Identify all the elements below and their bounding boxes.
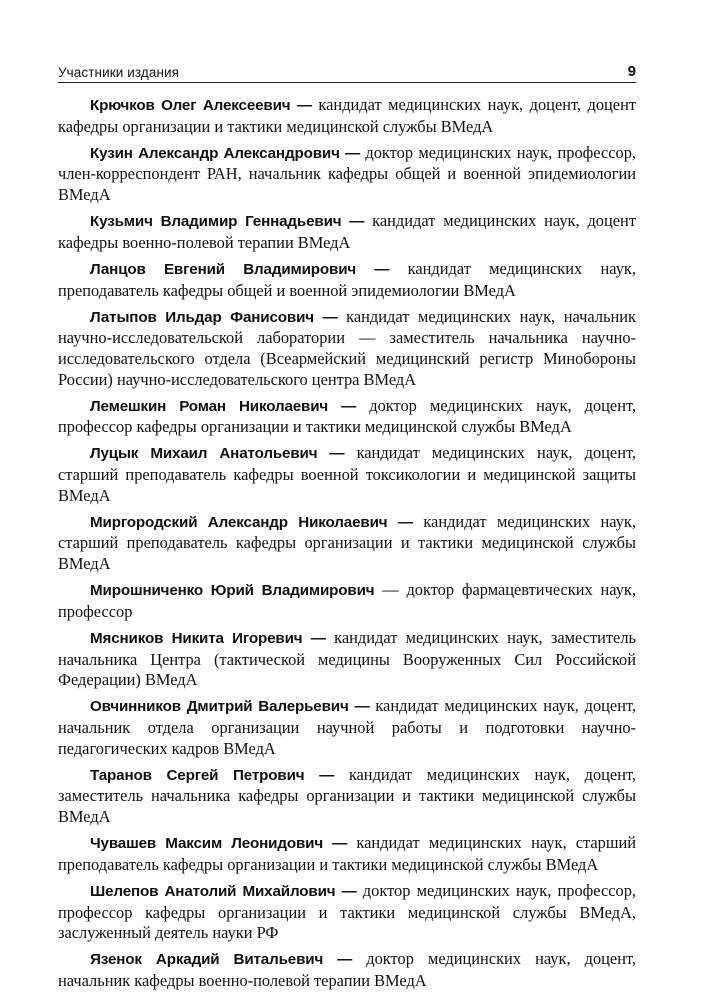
- contributor-description: кандидат медицинских наук, преподаватель кафедры общей и военной эпидемиологии ВМедА: [58, 258, 636, 300]
- contributor-name: Ланцов Евгений Владимирович —: [90, 260, 390, 278]
- contributor-name: Крючков Олег Алексеевич —: [90, 97, 312, 114]
- contributor-name: Кузьмич Владимир Геннадьевич —: [90, 213, 365, 231]
- contributors-list: [58, 95, 636, 991]
- contributor-description: доктор медицинских наук, доцент, начальник кафедры военно-полевой терапии ВМедА: [58, 949, 637, 990]
- contributor-description: кандидат медицинских наук, заместитель начальника Центра (тактической медицины Вооруженных Сил Российской Федерации) ВМедА: [58, 628, 636, 690]
- contributor-entry: [58, 143, 636, 206]
- contributor-entry: [58, 628, 636, 691]
- contributor-entry: [58, 95, 636, 137]
- contributor-description: — доктор фармацевтических наук, профессор: [58, 580, 636, 621]
- contributor-name: Кузин Александр Александрович —: [90, 144, 361, 162]
- contributor-entry: [58, 443, 636, 506]
- contributor-name: Миргородский Александр Николаевич —: [90, 513, 413, 531]
- contributor-name: Овчинников Дмитрий Валерьевич —: [90, 698, 370, 716]
- contributor-entry: [58, 833, 636, 875]
- contributor-entry: [58, 580, 636, 622]
- contributor-description: доктор медицинских наук, профессор, профессор кафедры организации и тактики медицинской службы ВМедА, заслуженный деятель науки РФ: [58, 880, 637, 943]
- contributor-name: Лемешкин Роман Николаевич —: [90, 397, 357, 415]
- contributor-entry: [58, 765, 636, 828]
- contributor-entry: [58, 211, 636, 253]
- contributor-description: кандидат медицинских наук, доцент, доцент кафедры организации и тактики медицинской службы ВМедА: [58, 95, 637, 136]
- contributor-description: кандидат медицинских наук, доцент, старший преподаватель кафедры военной токсикологии и медицинской защиты ВМедА: [58, 443, 636, 505]
- contributor-entry: [58, 881, 636, 944]
- contributor-description: кандидат медицинских наук, доцент кафедры военно-полевой терапии ВМедА: [58, 211, 636, 252]
- contributor-entry: [58, 696, 636, 759]
- contributor-name: Латыпов Ильдар Фанисович —: [90, 308, 338, 326]
- contributor-entry: [58, 949, 636, 991]
- contributor-entry: [58, 307, 636, 390]
- contributor-description: кандидат медицинских наук, старший преподаватель кафедры организации и тактики медицинской службы ВМедА: [58, 833, 636, 874]
- contributor-description: кандидат медицинских наук, начальник научно-исследовательской лаборатории — заместитель начальника научно-исследовательского отдела (Всеармейский медицинский регистр Минобороны России) научно-исследовательского центра ВМедА: [58, 306, 636, 389]
- contributor-entry: [58, 259, 636, 301]
- page-number: 9: [627, 63, 636, 80]
- contributor-name: Луцык Михаил Анатольевич —: [90, 445, 345, 463]
- contributor-description: кандидат медицинских наук, старший преподаватель кафедры организации и тактики медицинской службы ВМедА: [58, 511, 636, 574]
- contributor-entry: [58, 396, 636, 438]
- contributor-name: Мясников Никита Игоревич —: [90, 630, 326, 647]
- contributor-name: Мирошниченко Юрий Владимирович: [90, 582, 375, 600]
- contributor-description: доктор медицинских наук, доцент, профессор кафедры организации и тактики медицинской службы ВМедА: [58, 395, 636, 437]
- contributor-description: кандидат медицинских наук, доцент, заместитель начальника кафедры организации и тактики медицинской службы ВМедА: [58, 764, 636, 826]
- book-page: [58, 56, 636, 997]
- contributor-name: Таранов Сергей Петрович —: [90, 766, 335, 784]
- contributor-entry: [58, 512, 636, 575]
- contributor-name: Язенок Аркадий Витальевич —: [90, 951, 353, 969]
- contributor-description: доктор медицинских наук, профессор, член-корреспондент РАН, начальник кафедры общей и военной эпидемиологии ВМедА: [58, 142, 637, 204]
- contributor-name: Чувашев Максим Леонидович —: [90, 835, 348, 853]
- contributor-name: Шелепов Анатолий Михайлович —: [90, 882, 357, 900]
- section-title: Участники издания: [58, 65, 180, 80]
- contributor-description: кандидат медицинских наук, доцент, начальник отдела организации научной работы и подготовки научно-педагогических кадров ВМедА: [58, 696, 637, 758]
- running-header: [58, 56, 636, 83]
